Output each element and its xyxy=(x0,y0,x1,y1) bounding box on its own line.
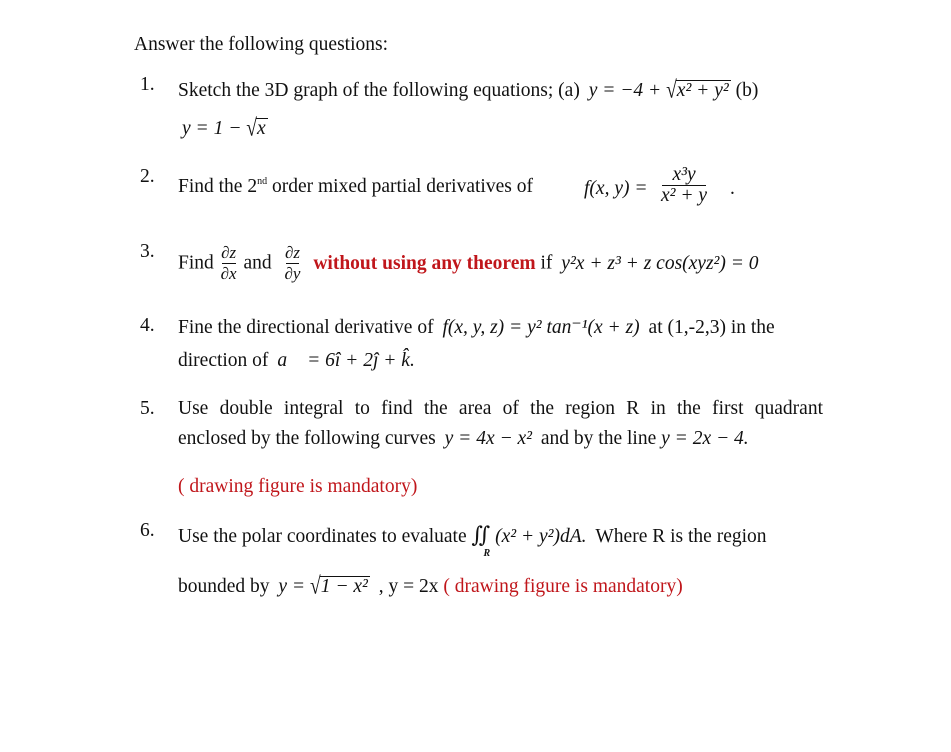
q1-part-b: (b) xyxy=(735,80,759,101)
q4-line1 xyxy=(178,315,775,339)
q1-line1 xyxy=(178,77,759,104)
double-integral-icon xyxy=(471,522,491,559)
q3-if: if xyxy=(540,252,553,274)
q2-number: 2. xyxy=(140,166,155,187)
q3-line xyxy=(178,243,759,284)
q6-curve-radicand: 1 − x² xyxy=(320,576,368,597)
sqrt-symbol: √ xyxy=(666,77,677,104)
q3-number: 3. xyxy=(140,241,155,262)
q5-curve: y = 4x − x² xyxy=(444,428,533,449)
q5-and-line: and by the line xyxy=(540,428,657,449)
q2-text-after: order mixed partial derivatives of xyxy=(267,176,533,197)
q5-note: ( drawing figure is mandatory) xyxy=(178,476,418,497)
q2-text-before: Find the 2 xyxy=(178,176,258,197)
q1-eq-a-radicand: x² + y² xyxy=(676,80,729,101)
q4-vector: a⃗ = 6î + 2ĵ + k̂. xyxy=(277,350,415,371)
q1-number: 1. xyxy=(140,74,155,95)
q3-frac2 xyxy=(285,243,301,284)
q6-text: Use the polar coordinates to evaluate xyxy=(178,526,467,547)
q1-text: Sketch the 3D graph of the following equations; (a) xyxy=(178,80,580,101)
page-heading: Answer the following questions: xyxy=(134,34,389,55)
q2-func: f(x, y) = xyxy=(584,178,648,199)
q6-line2-text: bounded by xyxy=(178,576,270,597)
q4-text: Fine the directional derivative of xyxy=(178,317,434,338)
q1-eq-b-lhs: y = 1 − xyxy=(182,118,247,139)
q3-equation: y²x + z³ + z cos(xyz²) = 0 xyxy=(561,252,759,274)
q6-note: ( drawing figure is mandatory) xyxy=(443,576,683,597)
q2-ordinal: nd xyxy=(257,176,268,187)
q5-line1: Use double integral to find the area of the region R in the first quadrant xyxy=(178,398,823,419)
q3-find: Find xyxy=(178,252,214,274)
q2-line xyxy=(178,176,533,198)
q5-number: 5. xyxy=(140,398,155,419)
q6-line2 xyxy=(178,573,683,600)
q6-line-eq: , y = 2x xyxy=(378,576,439,597)
q2-fraction xyxy=(659,165,709,206)
q6-integrand: (x² + y²)dA. xyxy=(495,526,587,547)
q5-line2-text: enclosed by the following curves xyxy=(178,428,436,449)
q5-line2 xyxy=(178,428,749,450)
q2-denominator: x² + y xyxy=(661,185,708,206)
q6-integral-symbol: ∬ xyxy=(471,522,491,547)
q6-after: Where R is the region xyxy=(595,526,767,547)
fraction xyxy=(661,165,707,206)
q2-numerator: x³y xyxy=(672,164,696,185)
q3-frac2-den: ∂y xyxy=(284,264,301,283)
q1-eq-b xyxy=(182,115,268,142)
q6-number: 6. xyxy=(140,520,155,541)
q4-func: f(x, y, z) = y² tan⁻¹(x + z) xyxy=(442,317,640,338)
q3-frac1-num: ∂z xyxy=(221,243,237,262)
q6-line1 xyxy=(178,522,767,559)
q6-curve xyxy=(278,573,369,600)
q3-emphasis: without using any theorem xyxy=(313,252,536,274)
q3-frac2-num: ∂z xyxy=(284,243,300,262)
q4-point: at (1,-2,3) in the xyxy=(648,317,775,338)
q3-and: and xyxy=(243,252,272,274)
q4-number: 4. xyxy=(140,315,155,336)
q1-eq-a xyxy=(588,77,731,104)
q3-frac1-den: ∂x xyxy=(220,264,237,283)
sqrt-symbol: √ xyxy=(246,115,257,142)
q1-eq-b-radicand: x xyxy=(256,118,266,139)
q5-line-eq: y = 2x − 4. xyxy=(661,428,749,449)
q4-line2 xyxy=(178,350,415,372)
q1-eq-a-lhs: y = −4 + xyxy=(588,80,667,101)
sqrt-symbol: √ xyxy=(309,573,321,600)
q4-line2-text: direction of xyxy=(178,350,269,371)
q2-end: . xyxy=(730,178,735,199)
q6-curve-lhs: y = xyxy=(278,576,310,597)
q3-frac1 xyxy=(221,243,237,284)
q6-integral-sub: R xyxy=(483,548,491,559)
